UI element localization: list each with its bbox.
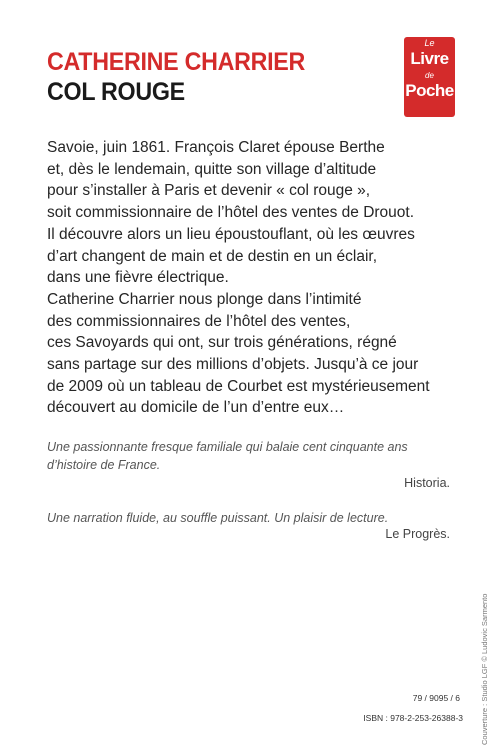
press-quote-le-progres xyxy=(47,509,467,527)
blurb-line: sans partage sur des millions d’objets. Jusqu’à ce jour xyxy=(47,356,419,374)
blurb-line: pour s’installer à Paris et devenir « col rouge », xyxy=(47,182,371,200)
logo-text-le: Le xyxy=(424,38,435,48)
book-title: COL ROUGE xyxy=(47,78,185,106)
blurb-line: soit commissionnaire de l’hôtel des ventes de Drouot. xyxy=(47,204,415,222)
quote-line: Une passionnante fresque familiale qui balaie cent cinquante ans xyxy=(47,440,408,454)
blurb-line: d’art changent de main et de destin en un éclair, xyxy=(47,247,378,265)
product-code: 79 / 9095 / 6 xyxy=(412,693,460,703)
blurb-line: et, dès le lendemain, quitte son village d’altitude xyxy=(47,160,377,178)
logo-text-de: de xyxy=(425,71,434,80)
blurb-line: Il découvre alors un lieu époustouflant, où les œuvres xyxy=(47,225,415,243)
blurb-line: Catherine Charrier nous plonge dans l’intimité xyxy=(47,290,362,308)
quote-line: d’histoire de France. xyxy=(47,458,161,472)
blurb-line: de 2009 où un tableau de Courbet est mystérieusement xyxy=(47,377,430,395)
isbn-number: ISBN : 978-2-253-26388-3 xyxy=(363,713,463,723)
quote-source-historia: Historia. xyxy=(404,476,450,490)
blurb-line: ces Savoyards qui ont, sur trois générations, régné xyxy=(47,334,397,352)
blurb-line: Savoie, juin 1861. François Claret épouse Berthe xyxy=(47,139,385,156)
blurb-line: découvert au domicile de l’un d’entre eux… xyxy=(47,399,345,417)
cover-credit: Couverture : Studio LGF © Ludovic Sarmento xyxy=(480,593,489,745)
blurb-line: dans une fièvre électrique. xyxy=(47,269,229,287)
logo-text-poche: Poche xyxy=(405,81,454,100)
author-name: CATHERINE CHARRIER xyxy=(47,48,306,76)
quote-line: Une narration fluide, au souffle puissant. Un plaisir de lecture. xyxy=(47,511,389,525)
publisher-logo xyxy=(404,37,455,117)
logo-text-livre: Livre xyxy=(410,49,449,68)
press-quote-historia xyxy=(47,438,467,474)
summary-blurb xyxy=(47,137,467,419)
quote-source-le-progres: Le Progrès. xyxy=(385,527,450,541)
blurb-line: des commissionnaires de l’hôtel des ventes, xyxy=(47,312,351,330)
